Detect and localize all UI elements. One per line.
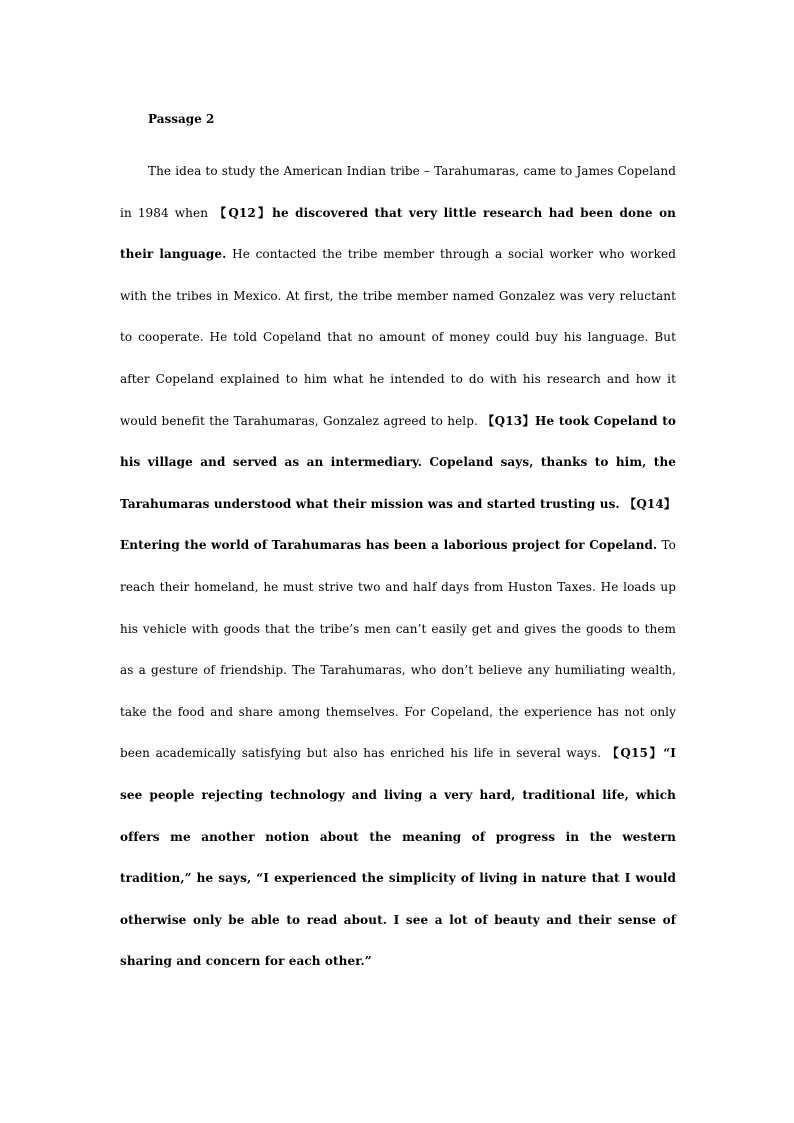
passage-body	[120, 151, 676, 983]
passage-segment-q12: 【Q12】he discovered that very little research had been done on their language.	[120, 205, 676, 262]
passage-segment: To reach their homeland, he must strive two and half days from Huston Taxes. He loads up his vehicle with goods that the tribe’s men can’t easily get and gives the goods to them as a gesture of friendship. The Tarahumaras, who don’t believe any humiliating wealth, take the food and share among themselves. For Copeland, the experience has not only been academically satisfying but also has enriched his life in several ways.	[120, 538, 676, 761]
passage-segment-q14: 【Q14】Entering the world of Tarahumaras has been a laborious project for Copeland.	[120, 496, 676, 553]
document-page	[120, 95, 676, 983]
passage-segment-q15: 【Q15】“I see people rejecting technology and living a very hard, traditional life, which offers me another notion about the meaning of progress in the western tradition,” he says, “I experienced the simplicity of living in nature that I would otherwise only be able to read about. I see a lot of beauty and their sense of sharing and concern for each other.”	[120, 746, 677, 969]
passage-segment: He contacted the tribe member through a social worker who worked with the tribes in Mexico. At first, the tribe member named Gonzalez was very reluctant to cooperate. He told Copeland that no amount of money could buy his language. But after Copeland explained to him what he intended to do with his research and how it would benefit the Tarahumaras, Gonzalez agreed to help.	[120, 247, 676, 428]
passage-segment: The idea to study the American Indian tribe – Tarahumaras, came to James Copeland in 1984 when	[120, 164, 676, 220]
passage-heading: Passage 2	[148, 112, 215, 126]
passage-segment-q13: 【Q13】He took Copeland to his village and served as an intermediary. Copeland says, thanks to him, the Tarahumaras understood what their mission was and started trusting us.	[120, 413, 676, 511]
